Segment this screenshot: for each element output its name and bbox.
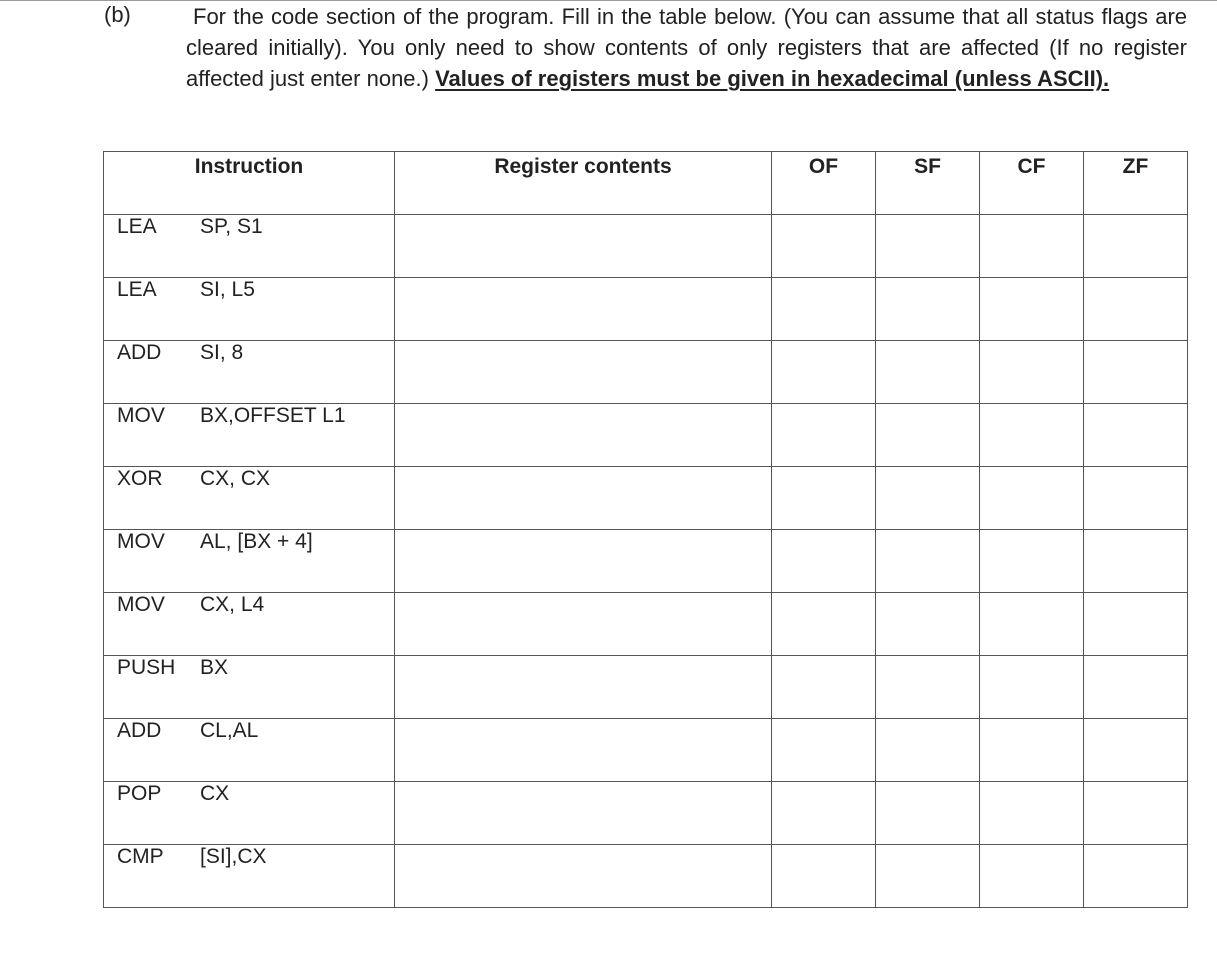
operands: SI, L5 <box>200 278 255 301</box>
zf-cell[interactable] <box>1084 215 1188 278</box>
of-cell[interactable] <box>772 593 876 656</box>
opcode: PUSH <box>117 656 176 679</box>
register-contents-cell[interactable] <box>395 782 772 845</box>
of-cell[interactable] <box>772 341 876 404</box>
sf-cell[interactable] <box>876 278 980 341</box>
header-row <box>104 152 1188 215</box>
sf-cell[interactable] <box>876 845 980 908</box>
table-row <box>104 719 1188 782</box>
register-contents-cell[interactable] <box>395 215 772 278</box>
cf-cell[interactable] <box>980 530 1084 593</box>
header-register-contents: Register contents <box>395 152 772 215</box>
header-sf: SF <box>876 152 980 215</box>
cf-cell[interactable] <box>980 278 1084 341</box>
sf-cell[interactable] <box>876 530 980 593</box>
question-instructions <box>186 1 1187 94</box>
sf-cell[interactable] <box>876 341 980 404</box>
cf-cell[interactable] <box>980 341 1084 404</box>
register-contents-cell[interactable] <box>395 341 772 404</box>
opcode: LEA <box>117 215 157 238</box>
table-row <box>104 656 1188 719</box>
cf-cell[interactable] <box>980 215 1084 278</box>
cf-cell[interactable] <box>980 845 1084 908</box>
of-cell[interactable] <box>772 845 876 908</box>
opcode: POP <box>117 782 162 805</box>
cf-cell[interactable] <box>980 593 1084 656</box>
table-row <box>104 782 1188 845</box>
of-cell[interactable] <box>772 656 876 719</box>
instruction-cell <box>104 278 395 341</box>
register-contents-cell[interactable] <box>395 404 772 467</box>
table-row <box>104 467 1188 530</box>
table-row <box>104 845 1188 908</box>
zf-cell[interactable] <box>1084 845 1188 908</box>
register-contents-cell[interactable] <box>395 719 772 782</box>
header-cf: CF <box>980 152 1084 215</box>
register-contents-cell[interactable] <box>395 530 772 593</box>
sf-cell[interactable] <box>876 404 980 467</box>
cf-cell[interactable] <box>980 719 1084 782</box>
sf-cell[interactable] <box>876 656 980 719</box>
question-text: For the code section of the program. Fill in the table below. (You can assume that all status flags are cleared initially). You only need to show contents of only registers that are affected (If no register affected just enter none.) <box>186 4 1187 91</box>
of-cell[interactable] <box>772 782 876 845</box>
question-label: (b) <box>104 2 131 27</box>
operands: AL, [BX + 4] <box>200 530 313 553</box>
table-row <box>104 278 1188 341</box>
cf-cell[interactable] <box>980 782 1084 845</box>
opcode: ADD <box>117 341 162 364</box>
operands: SI, 8 <box>200 341 244 364</box>
opcode: MOV <box>117 530 165 553</box>
sf-cell[interactable] <box>876 215 980 278</box>
opcode: MOV <box>117 404 165 427</box>
instruction-cell <box>104 845 395 908</box>
of-cell[interactable] <box>772 215 876 278</box>
of-cell[interactable] <box>772 719 876 782</box>
of-cell[interactable] <box>772 278 876 341</box>
header-of: OF <box>772 152 876 215</box>
answer-table <box>103 151 1188 908</box>
instruction-cell <box>104 656 395 719</box>
table-row <box>104 593 1188 656</box>
instruction-cell <box>104 530 395 593</box>
table-row <box>104 341 1188 404</box>
instruction-cell <box>104 341 395 404</box>
register-contents-cell[interactable] <box>395 278 772 341</box>
of-cell[interactable] <box>772 404 876 467</box>
zf-cell[interactable] <box>1084 467 1188 530</box>
zf-cell[interactable] <box>1084 656 1188 719</box>
instruction-cell <box>104 215 395 278</box>
table-row <box>104 530 1188 593</box>
opcode: LEA <box>117 278 157 301</box>
register-contents-cell[interactable] <box>395 845 772 908</box>
operands: CX, L4 <box>200 593 265 616</box>
table-row <box>104 215 1188 278</box>
opcode: XOR <box>117 467 163 490</box>
of-cell[interactable] <box>772 467 876 530</box>
operands: CX <box>200 782 230 805</box>
zf-cell[interactable] <box>1084 404 1188 467</box>
sf-cell[interactable] <box>876 782 980 845</box>
zf-cell[interactable] <box>1084 782 1188 845</box>
opcode: MOV <box>117 593 165 616</box>
cf-cell[interactable] <box>980 467 1084 530</box>
zf-cell[interactable] <box>1084 719 1188 782</box>
header-zf: ZF <box>1084 152 1188 215</box>
zf-cell[interactable] <box>1084 278 1188 341</box>
opcode: ADD <box>117 719 162 742</box>
cf-cell[interactable] <box>980 656 1084 719</box>
register-contents-cell[interactable] <box>395 467 772 530</box>
operands: CL,AL <box>200 719 259 742</box>
instruction-cell <box>104 404 395 467</box>
instruction-cell <box>104 719 395 782</box>
register-contents-cell[interactable] <box>395 593 772 656</box>
instruction-cell <box>104 782 395 845</box>
of-cell[interactable] <box>772 530 876 593</box>
header-instruction: Instruction <box>104 152 395 215</box>
instruction-cell <box>104 593 395 656</box>
operands: [SI],CX <box>200 845 267 868</box>
zf-cell[interactable] <box>1084 341 1188 404</box>
operands: CX, CX <box>200 467 271 490</box>
instruction-cell <box>104 467 395 530</box>
register-contents-cell[interactable] <box>395 656 772 719</box>
cf-cell[interactable] <box>980 404 1084 467</box>
zf-cell[interactable] <box>1084 530 1188 593</box>
sf-cell[interactable] <box>876 719 980 782</box>
table-row <box>104 404 1188 467</box>
operands: BX,OFFSET L1 <box>200 404 346 427</box>
operands: BX <box>200 656 229 679</box>
question-emphasis: Values of registers must be given in hexadecimal (unless ASCII). <box>435 66 1110 91</box>
sf-cell[interactable] <box>876 467 980 530</box>
zf-cell[interactable] <box>1084 593 1188 656</box>
operands: SP, S1 <box>200 215 263 238</box>
sf-cell[interactable] <box>876 593 980 656</box>
opcode: CMP <box>117 845 164 868</box>
